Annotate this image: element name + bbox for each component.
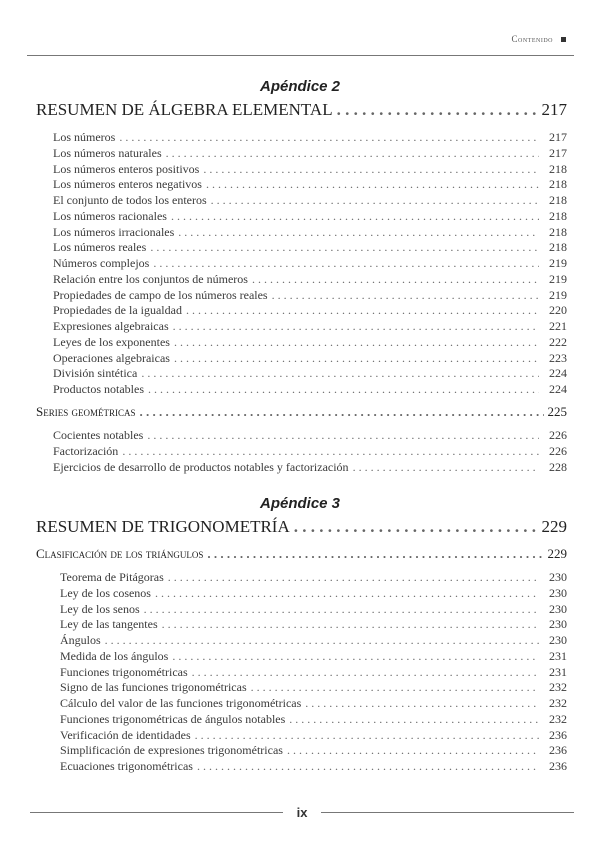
section-page: 229: [547, 546, 567, 561]
dot-leader: [119, 130, 539, 145]
dot-leader: [206, 177, 539, 192]
chapter-label: RESUMEN DE ÁLGEBRA ELEMENTAL: [36, 100, 333, 119]
dot-leader: [155, 586, 539, 601]
dot-leader: [305, 696, 539, 711]
toc-entry[interactable]: [60, 649, 567, 665]
entry-page: 218: [549, 161, 567, 176]
entry-page: 224: [549, 382, 567, 396]
entry-label: Medida de los ángulos: [60, 648, 169, 663]
dot-leader: [168, 570, 539, 585]
chapter-label: RESUMEN DE TRIGONOMETRÍA: [36, 517, 290, 536]
section-label: Clasificación de los triángulos: [36, 546, 204, 561]
entry-label: Los números: [53, 130, 116, 144]
entry-label: Operaciones algebraicas: [53, 350, 170, 365]
entry-label: Relación entre los conjuntos de números: [53, 271, 248, 286]
entry-page: 231: [549, 648, 567, 663]
entry-label: Productos notables: [53, 382, 144, 396]
entry-label: El conjunto de todos los enteros: [53, 193, 207, 207]
entry-page: 226: [549, 428, 567, 442]
toc-entry[interactable]: [53, 225, 567, 241]
dot-leader: [337, 100, 538, 120]
appendix-2-title: Apéndice 2: [259, 78, 341, 95]
toc-entry[interactable]: [53, 272, 567, 288]
footer-rule-left: [30, 812, 283, 813]
entry-label: Los números reales: [53, 240, 147, 255]
dot-leader: [195, 728, 539, 743]
toc-entry[interactable]: [53, 177, 567, 193]
dot-leader: [147, 428, 539, 443]
dot-leader: [294, 517, 538, 537]
dot-leader: [252, 272, 539, 287]
entry-page: 218: [549, 208, 567, 223]
entry-page: 232: [549, 711, 567, 726]
dot-leader: [197, 759, 539, 774]
entry-label: Funciones trigonométricas de ángulos notables: [60, 711, 286, 726]
toc-entry[interactable]: [60, 696, 567, 712]
entry-label: Leyes de los exponentes: [53, 334, 170, 349]
toc-entry[interactable]: [53, 162, 567, 178]
dot-leader: [166, 146, 539, 161]
toc-entry[interactable]: [53, 209, 567, 225]
section-label: Series geométricas: [36, 404, 136, 419]
entry-page: 226: [549, 443, 567, 458]
toc-entry[interactable]: [53, 366, 567, 382]
toc-entry[interactable]: [53, 256, 567, 272]
toc-entry[interactable]: [53, 351, 567, 367]
entry-page: 236: [549, 743, 567, 758]
entry-label: Ángulos: [60, 633, 101, 647]
entry-label: Ecuaciones trigonométricas: [60, 759, 193, 773]
entry-page: 228: [549, 459, 567, 474]
entry-page: 230: [549, 570, 567, 584]
toc-entry[interactable]: [60, 712, 567, 728]
entry-label: Simplificación de expresiones trigonométricas: [60, 743, 283, 758]
entry-page: 230: [549, 633, 567, 647]
entry-page: 223: [549, 350, 567, 365]
entry-page: 230: [549, 617, 567, 632]
dot-leader: [148, 382, 539, 397]
dot-leader: [174, 335, 539, 350]
header-rule: [27, 55, 574, 56]
toc-section-series[interactable]: [36, 404, 567, 420]
entry-page: 222: [549, 334, 567, 349]
page-footer: [30, 805, 574, 820]
dot-leader: [287, 743, 539, 758]
entry-page: 219: [549, 256, 567, 270]
entry-page: 232: [549, 680, 567, 695]
entry-label: Ley de los senos: [60, 601, 140, 616]
dot-leader: [150, 240, 539, 255]
toc-entry[interactable]: [53, 460, 567, 476]
toc-chapter-algebra[interactable]: [36, 100, 567, 120]
entry-label: Cálculo del valor de las funciones trigonométricas: [60, 696, 302, 710]
entry-page: 218: [549, 240, 567, 255]
dot-leader: [172, 649, 539, 664]
entry-page: 221: [549, 319, 567, 333]
toc-entry[interactable]: [53, 193, 567, 209]
entry-label: Ejercicios de desarrollo de productos notables y factorización: [53, 459, 349, 474]
entry-label: Cocientes notables: [53, 428, 144, 442]
toc-entry[interactable]: [53, 303, 567, 319]
toc-entry[interactable]: [53, 146, 567, 162]
toc-entry[interactable]: [53, 288, 567, 304]
footer-rule-right: [321, 812, 574, 813]
entry-label: Los números naturales: [53, 145, 162, 160]
toc-entry[interactable]: [53, 240, 567, 256]
entry-label: Teorema de Pitágoras: [60, 570, 164, 584]
entry-page: 230: [549, 585, 567, 600]
toc-entry[interactable]: [60, 633, 567, 649]
entry-label: Los números enteros positivos: [53, 161, 200, 176]
entry-label: Ley de las tangentes: [60, 617, 158, 632]
entry-label: Propiedades de la igualdad: [53, 303, 182, 318]
entry-label: Propiedades de campo de los números reales: [53, 287, 268, 302]
dot-leader: [141, 366, 539, 381]
entry-label: Signo de las funciones trigonométricas: [60, 680, 247, 695]
dot-leader: [192, 665, 539, 680]
toc-chapter-trigonometria[interactable]: [36, 517, 567, 537]
dot-leader: [153, 256, 539, 271]
toc-entry[interactable]: [60, 602, 567, 618]
appendix-3-title: Apéndice 3: [259, 495, 341, 512]
toc-entry[interactable]: [60, 743, 567, 759]
entry-page: 217: [549, 145, 567, 160]
toc-entry[interactable]: [60, 665, 567, 681]
entry-page: 218: [549, 177, 567, 192]
toc-entry[interactable]: [53, 335, 567, 351]
entry-page: 219: [549, 287, 567, 302]
dot-leader: [171, 209, 539, 224]
dot-leader: [122, 444, 539, 459]
toc-entry[interactable]: [60, 728, 567, 744]
square-bullet-icon: [561, 37, 566, 42]
toc-entry[interactable]: [60, 759, 567, 775]
entry-page: 230: [549, 601, 567, 616]
entry-page: 231: [549, 664, 567, 679]
toc-entry[interactable]: [53, 428, 567, 444]
running-header: [512, 34, 567, 44]
entry-page: 232: [549, 696, 567, 710]
toc-section-triangulos[interactable]: [36, 546, 567, 562]
toc-entry[interactable]: [60, 617, 567, 633]
toc-entry[interactable]: [53, 382, 567, 398]
entry-page: 219: [549, 271, 567, 286]
toc-entry[interactable]: [53, 319, 567, 335]
entry-label: Los números racionales: [53, 208, 167, 223]
entry-page: 220: [549, 303, 567, 318]
chapter-page: 229: [541, 517, 567, 536]
entry-page: 236: [549, 759, 567, 773]
entry-label: Los números enteros negativos: [53, 177, 202, 192]
entry-page: 236: [549, 727, 567, 742]
dot-leader: [186, 303, 539, 318]
entry-label: Los números irracionales: [53, 224, 175, 239]
dot-leader: [203, 162, 539, 177]
dot-leader: [174, 351, 539, 366]
dot-leader: [144, 602, 539, 617]
toc-entry[interactable]: [53, 130, 567, 146]
dot-leader: [207, 546, 543, 562]
entry-label: Verificación de identidades: [60, 727, 191, 742]
dot-leader: [173, 319, 539, 334]
entry-page: 224: [549, 366, 567, 381]
entry-label: División sintética: [53, 366, 138, 381]
dot-leader: [211, 193, 539, 208]
toc-entry[interactable]: [60, 586, 567, 602]
running-header-label: Contenido: [511, 34, 553, 44]
dot-leader: [178, 225, 539, 240]
entry-label: Factorización: [53, 443, 119, 458]
page-number: ix: [296, 805, 308, 820]
chapter-page: 217: [541, 100, 567, 119]
entry-label: Ley de los cosenos: [60, 585, 151, 600]
dot-leader: [139, 404, 543, 420]
toc-entry[interactable]: [60, 570, 567, 586]
section-page: 225: [547, 404, 567, 419]
toc-entry[interactable]: [60, 680, 567, 696]
dot-leader: [289, 712, 539, 727]
entry-page: 217: [549, 130, 567, 144]
dot-leader: [162, 617, 539, 632]
dot-leader: [353, 460, 539, 475]
entry-page: 218: [549, 193, 567, 207]
dot-leader: [251, 680, 539, 695]
entry-label: Expresiones algebraicas: [53, 319, 169, 333]
entry-label: Números complejos: [53, 256, 150, 270]
dot-leader: [272, 288, 539, 303]
entry-page: 218: [549, 224, 567, 239]
dot-leader: [105, 633, 539, 648]
toc-entry[interactable]: [53, 444, 567, 460]
entry-label: Funciones trigonométricas: [60, 664, 188, 679]
